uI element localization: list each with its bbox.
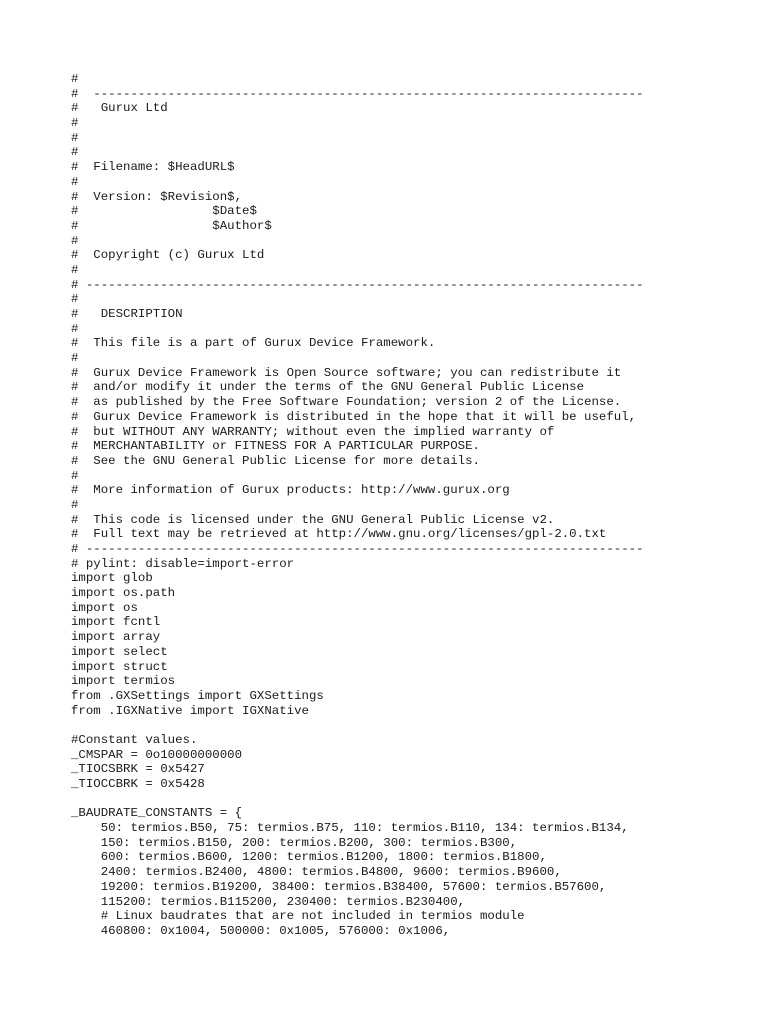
code-line: # but WITHOUT ANY WARRANTY; without even the implied warranty of (71, 424, 555, 439)
code-line: import os (71, 600, 138, 615)
code-line: _CMSPAR = 0o10000000000 (71, 747, 243, 762)
code-line: # (71, 321, 79, 336)
code-line: import select (71, 644, 168, 659)
code-line: import struct (71, 659, 168, 674)
code-line: # This file is a part of Gurux Device Framework. (71, 336, 436, 351)
code-line: # (71, 174, 79, 189)
code-line: # pylint: disable=import-error (71, 556, 295, 571)
code-line: # Version: $Revision$, (71, 189, 243, 204)
code-line: # (71, 351, 79, 366)
code-line: # and/or modify it under the terms of the GNU General Public License (71, 380, 585, 395)
code-line: import array (71, 630, 161, 645)
code-line: import glob (71, 571, 153, 586)
code-line: # Copyright (c) Gurux Ltd (71, 248, 265, 263)
code-line: # (71, 262, 79, 277)
code-line: # Gurux Ltd (71, 101, 168, 116)
code-line: 600: termios.B600, 1200: termios.B1200, 1800: termios.B1800, (71, 850, 547, 865)
code-line: #Constant values. (71, 732, 198, 747)
code-line (71, 718, 644, 733)
code-line: import os.path (71, 586, 176, 601)
code-line: # (71, 292, 79, 307)
code-line: # (71, 130, 79, 145)
code-line: 460800: 0x1004, 500000: 0x1005, 576000: 0x1006, (71, 923, 451, 938)
code-line: # Full text may be retrieved at http://www.gnu.org/licenses/gpl-2.0.txt (71, 527, 607, 542)
code-line: # Gurux Device Framework is distributed in the hope that it will be useful, (71, 409, 637, 424)
code-line: # (71, 116, 79, 131)
source-code-listing (71, 72, 644, 939)
code-line: 2400: termios.B2400, 4800: termios.B4800, 9600: termios.B9600, (71, 865, 562, 880)
code-line: # (71, 497, 79, 512)
code-line: from .IGXNative import IGXNative (71, 703, 309, 718)
code-line: # $Date$ (71, 204, 257, 219)
code-line: # DESCRIPTION (71, 307, 183, 321)
code-line: # as published by the Free Software Foundation; version 2 of the License. (71, 395, 622, 410)
code-line: # $Author$ (71, 218, 272, 233)
code-line: # MERCHANTABILITY or FITNESS FOR A PARTICULAR PURPOSE. (71, 439, 480, 454)
code-line: _TIOCSBRK = 0x5427 (71, 762, 205, 777)
code-line: # --------------------------------------------------------------------------- (71, 542, 644, 556)
code-line: 115200: termios.B115200, 230400: termios.B230400, (71, 894, 466, 909)
code-line: # (71, 145, 79, 160)
code-line: # Linux baudrates that are not included in termios module (71, 909, 525, 924)
code-line: _BAUDRATE_CONSTANTS = { (71, 806, 243, 821)
code-line: # (71, 468, 79, 483)
code-line: 50: termios.B50, 75: termios.B75, 110: termios.B110, 134: termios.B134, (71, 821, 629, 836)
code-line: import fcntl (71, 615, 161, 630)
code-line: 150: termios.B150, 200: termios.B200, 300: termios.B300, (71, 835, 518, 850)
code-line: # --------------------------------------------------------------------------- (71, 277, 644, 292)
code-line: # Gurux Device Framework is Open Source software; you can redistribute it (71, 365, 622, 380)
code-line (71, 792, 644, 807)
code-line: # See the GNU General Public License for more details. (71, 453, 480, 468)
code-line: # (71, 72, 79, 86)
code-line: # Filename: $HeadURL$ (71, 160, 235, 175)
code-line: 19200: termios.B19200, 38400: termios.B38400, 57600: termios.B57600, (71, 879, 607, 894)
code-line: import termios (71, 674, 176, 689)
code-line: # (71, 233, 79, 248)
code-line: _TIOCCBRK = 0x5428 (71, 777, 205, 791)
code-line: from .GXSettings import GXSettings (71, 688, 324, 703)
code-line: # -------------------------------------------------------------------------- (71, 86, 644, 101)
code-line: # More information of Gurux products: http://www.gurux.org (71, 483, 510, 498)
code-line: # This code is licensed under the GNU General Public License v2. (71, 512, 555, 527)
